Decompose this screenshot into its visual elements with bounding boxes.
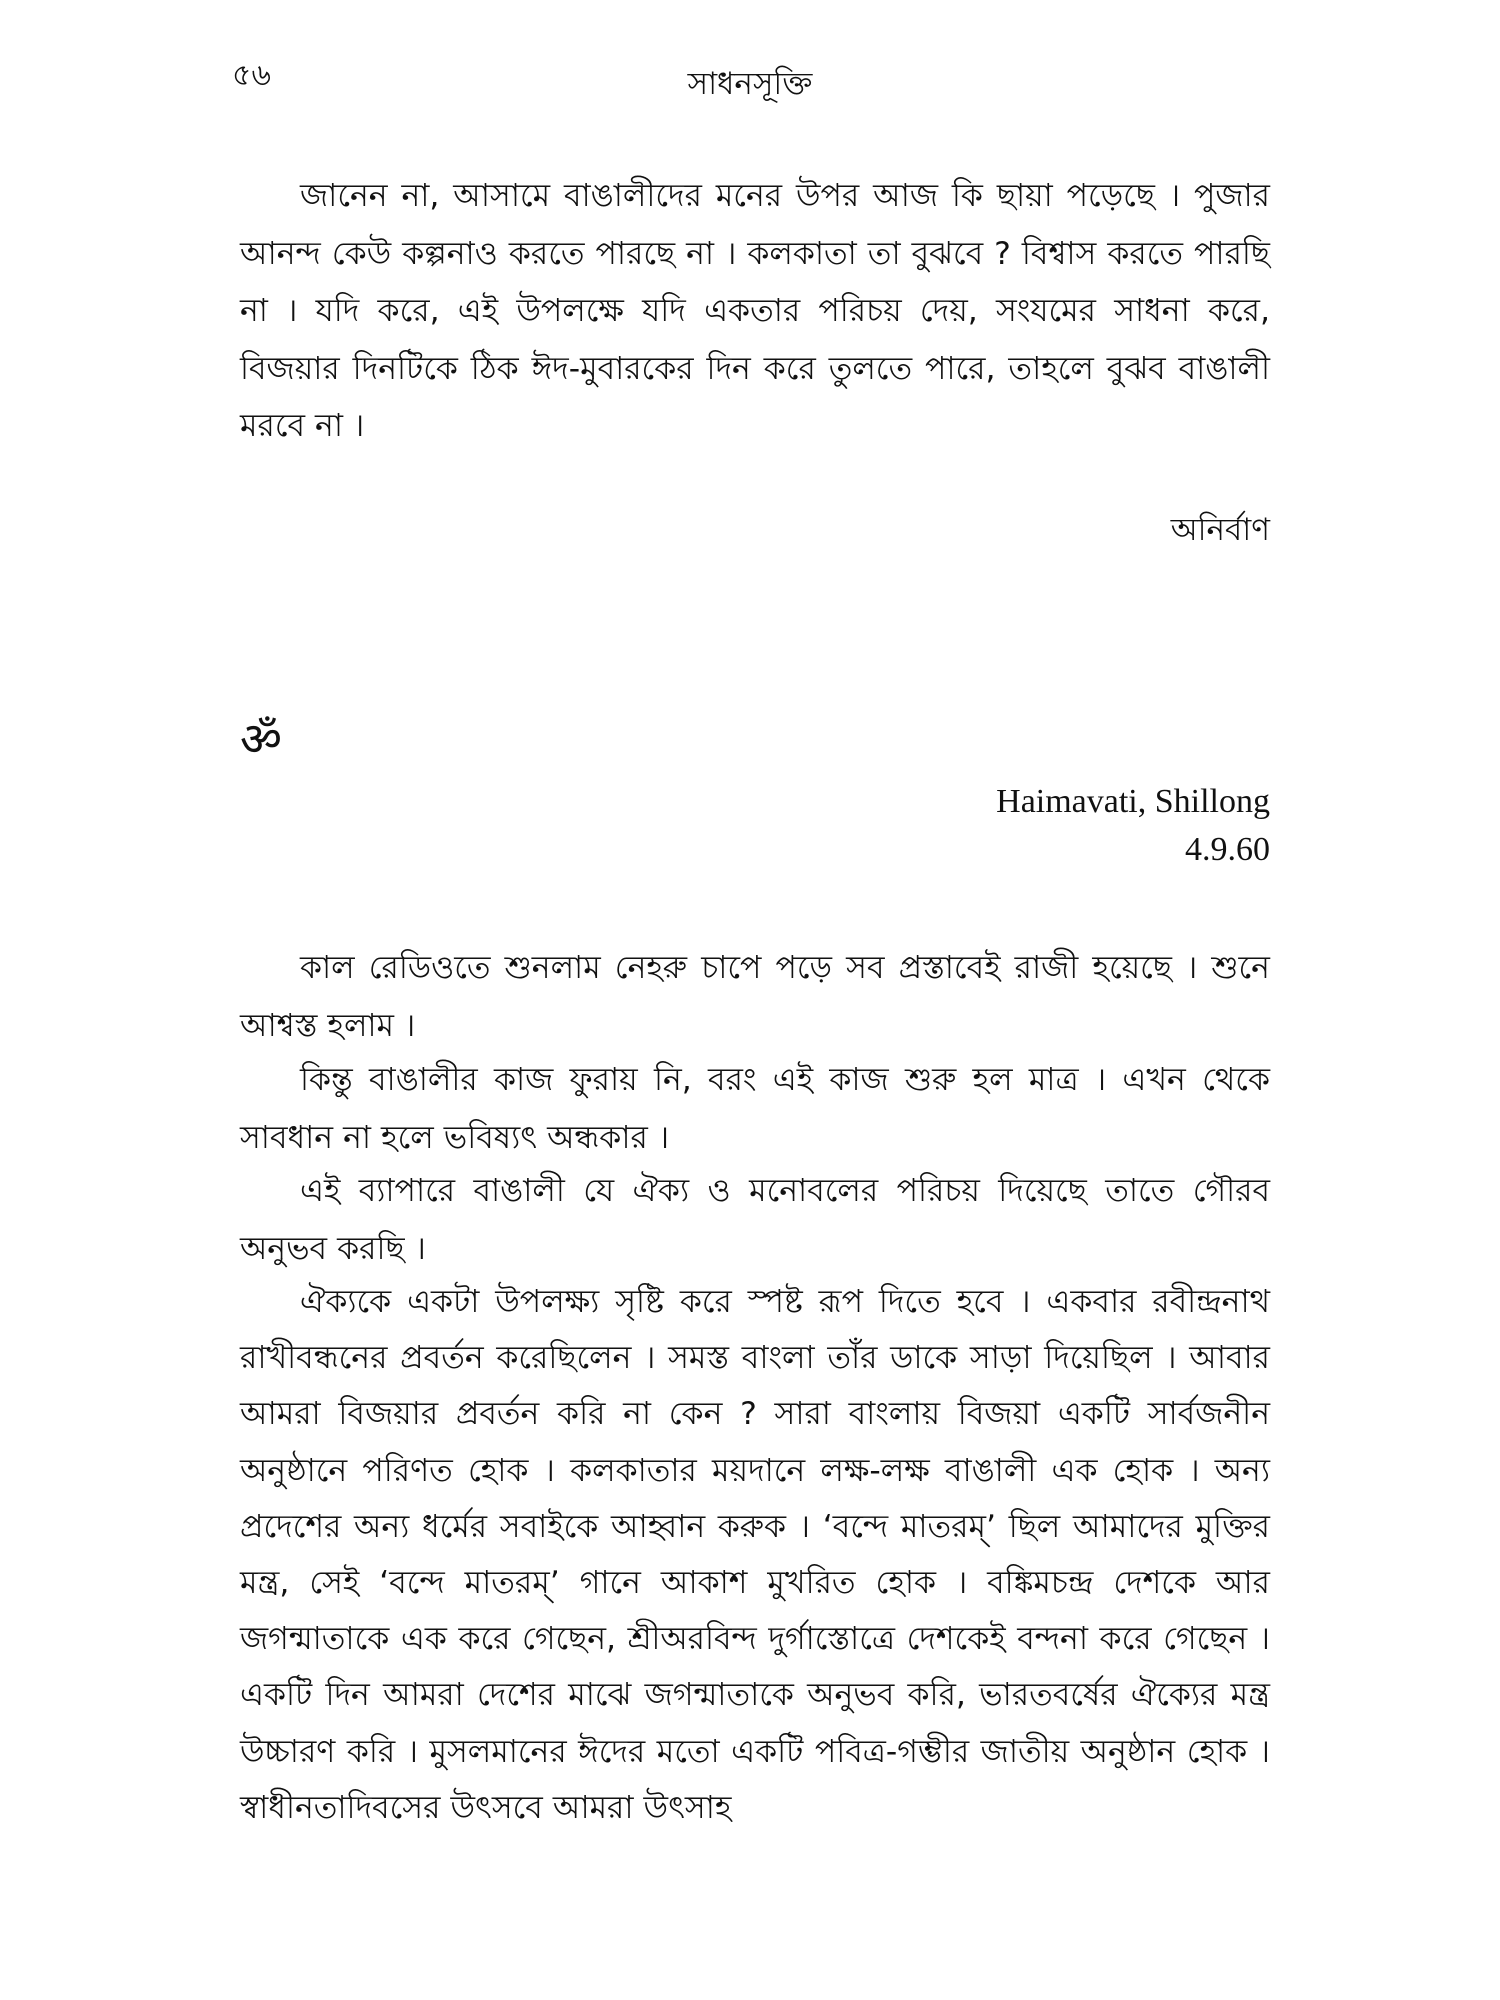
letter2-paragraph-4: ঐক্যকে একটা উপলক্ষ্য সৃষ্টি করে স্পষ্ট রূপ দিতে হবে । একবার রবীন্দ্রনাথ রাখীবন্ধনের প্রবর্তন করেছিলেন । সমস্ত বাংলা তাঁর ডাকে সাড়া দিয়েছিল । আবার আমরা বিজয়ার প্রবর্তন করি না কেন ? সারা বাংলায় বিজয়া একটি সার্বজনীন অনুষ্ঠানে পরিণত হোক । কলকাতার ময়দানে লক্ষ-লক্ষ বাঙালী এক হোক । অন্য প্রদেশের অন্য ধর্মের সবাইকে আহ্বান করুক । ‘বন্দে মাতরম্’ ছিল আমাদের মুক্তির মন্ত্র, সেই ‘বন্দে মাতরম্’ গানে আকাশ মুখরিত হোক । বঙ্কিমচন্দ্র দেশকে আর জগন্মাতাকে এক করে গেছেন, শ্রীঅরবিন্দ দুর্গাস্তোত্রে দেশকেই বন্দনা করে গেছেন । একটি দিন আমরা দেশের মাঝে জগন্মাতাকে অনুভব করি, ভারতবর্ষের ঐক্যের মন্ত্র উচ্চারণ করি । মুসলমানের ঈদের মতো একটি পবিত্র-গম্ভীর জাতীয় অনুষ্ঠান হোক । স্বাধীনতাদিবসের উৎসবে আমরা উৎসাহ xyxy=(240,1284,1270,1826)
page-number: ৫৬ xyxy=(232,58,271,93)
om-symbol: ॐ xyxy=(240,712,282,766)
letter2-paragraph-2: কিন্তু বাঙালীর কাজ ফুরায় নি, বরং এই কাজ শুরু হল মাত্র । এখন থেকে সাবধান না হলে ভবিষ্যৎ অন্ধকার । xyxy=(240,1062,1270,1156)
running-head: সাধনসূক্তি xyxy=(687,66,813,102)
letter2-paragraph-3: এই ব্যাপারে বাঙালী যে ঐক্য ও মনোবলের পরিচয় দিয়েছে তাতে গৌরব অনুভব করছি । xyxy=(240,1173,1270,1267)
signature: অনির্বাণ xyxy=(1170,512,1270,548)
letter2-place: Haimavati, Shillong xyxy=(996,783,1270,820)
letter2-paragraph-1: কাল রেডিওতে শুনলাম নেহরু চাপে পড়ে সব প্রস্তাবেই রাজী হয়েছে । শুনে আশ্বস্ত হলাম । xyxy=(240,950,1270,1044)
letter1-paragraph: জানেন না, আসামে বাঙালীদের মনের উপর আজ কি ছায়া পড়েছে । পুজার আনন্দ কেউ কল্পনাও করতে পারছে না । কলকাতা তা বুঝবে ? বিশ্বাস করতে পারছি না । যদি করে, এই উপলক্ষে যদি একতার পরিচয় দেয়, সংযমের সাধনা করে, বিজয়ার দিনটিকে ঠিক ঈদ-মুবারকের দিন করে তুলতে পারে, তাহলে বুঝব বাঙালী মরবে না । xyxy=(240,178,1270,445)
letter2-date: 4.9.60 xyxy=(1185,831,1270,868)
